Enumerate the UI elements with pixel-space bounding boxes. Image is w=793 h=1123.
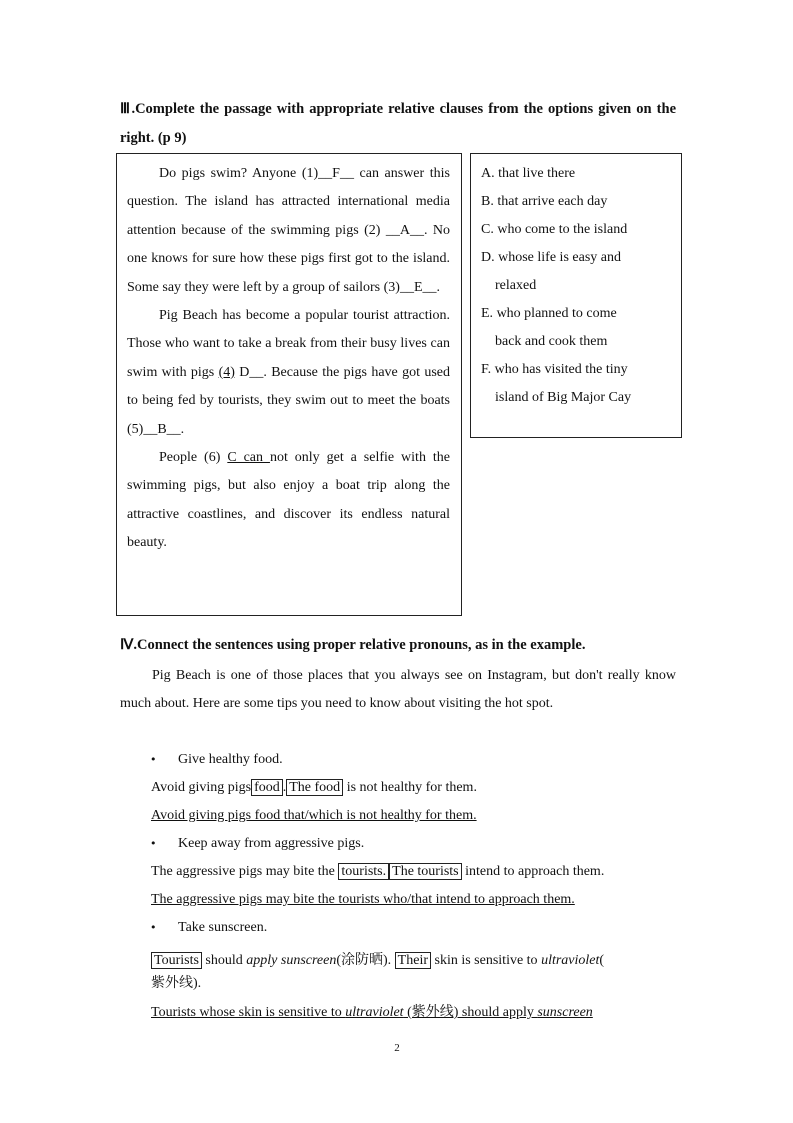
boxed-word: Their <box>395 952 431 969</box>
tip-title-text: Give healthy food. <box>178 752 283 767</box>
passage-paragraph-2 <box>127 302 450 444</box>
boxed-word: food <box>251 779 283 796</box>
tip-3-sentence <box>151 947 604 975</box>
sentence-text: ( <box>599 953 605 968</box>
option-a <box>481 160 681 188</box>
option-text: who come to the island <box>497 222 628 237</box>
sentence-text: Avoid giving pigs <box>151 780 252 795</box>
boxed-word: Tourists <box>151 952 202 969</box>
sentence-text: is not healthy for them. <box>343 780 477 795</box>
tip-1-answer: Avoid giving pigs food that/which is not healthy for them. <box>151 808 477 823</box>
answer-1: __F__ <box>318 166 354 181</box>
section-3-roman: Ⅲ. <box>120 101 136 117</box>
tip-1-title <box>150 746 283 774</box>
answer-3: __E__ <box>399 279 437 295</box>
answer-4-blank: __ <box>249 364 264 380</box>
bullet-icon: • <box>150 753 157 766</box>
answer-italic: sunscreen <box>537 1005 593 1020</box>
tip-3-answer <box>151 999 593 1027</box>
tip-2-sentence <box>151 858 604 886</box>
tip-2-answer: The aggressive pigs may bite the tourists who/that intend to approach them. <box>151 892 575 907</box>
option-text: that arrive each day <box>497 194 608 209</box>
passage-text: can answer this question. The island has attracted international media attention because of the swimming pigs (2) <box>127 166 450 238</box>
passage-text: . <box>436 279 440 295</box>
section-3-heading-text: Complete the passage with appropriate relative clauses from the options given on the right. (p 9) <box>120 101 677 146</box>
option-letter: C. <box>481 222 494 237</box>
boxed-word: tourists. <box>338 863 389 880</box>
options-box <box>470 153 682 438</box>
option-letter: F. <box>481 362 492 377</box>
section-4-heading-text: Connect the sentences using proper relative pronouns, as in the example. <box>137 637 586 653</box>
sentence-text: should <box>201 953 247 968</box>
sentence-italic: ultraviolet <box>541 953 600 968</box>
passage-text: Do pigs swim? Anyone (1) <box>159 166 319 181</box>
answer-4: D <box>234 364 250 380</box>
option-d-continued: relaxed <box>495 278 537 293</box>
option-letter: A. <box>481 166 495 181</box>
option-letter: E. <box>481 306 494 321</box>
sentence-italic: apply sunscreen <box>246 953 337 968</box>
passage-text: . No one knows for sure how these pigs first got to the island. Some say they were left by a group of sailors (3) <box>127 222 450 295</box>
answer-text: (紫外线) should apply <box>403 1005 538 1020</box>
tip-title-text: Take sunscreen. <box>178 920 268 935</box>
passage-box <box>116 153 462 616</box>
page-number: 2 <box>394 1042 400 1054</box>
answer-5: __B__ <box>143 421 181 437</box>
tip-title-text: Keep away from aggressive pigs. <box>178 836 365 851</box>
sentence-text: intend to approach them. <box>461 864 605 879</box>
sentence-text: skin is sensitive to <box>431 953 542 968</box>
passage-paragraph-1 <box>127 160 450 302</box>
answer-4-number: (4) <box>218 364 235 380</box>
section-3-heading <box>120 95 676 153</box>
passage-text: People (6) <box>159 450 228 466</box>
sentence-text: . <box>282 780 287 795</box>
boxed-word: The food <box>286 779 343 796</box>
passage-text: . Because the pigs have got used to being fed by tourists, they swim out to meet the boats (5) <box>127 364 450 437</box>
bullet-icon: • <box>150 921 157 934</box>
option-text: who planned to come <box>496 306 617 321</box>
sentence-text: The aggressive pigs may bite the <box>151 864 339 879</box>
option-f-continued: island of Big Major Cay <box>495 390 632 405</box>
answer-6: C can <box>227 450 270 466</box>
option-letter: D. <box>481 250 495 265</box>
boxed-word: The tourists <box>389 863 462 880</box>
answer-2: __A__ <box>385 222 424 238</box>
bullet-icon: • <box>150 837 157 850</box>
option-e-continued: back and cook them <box>495 334 608 349</box>
option-text: whose life is easy and <box>498 250 621 265</box>
passage-text: Pig Beach has become a popular tourist attraction. Those who want to take a break from their busy lives can swim with pigs <box>127 308 450 380</box>
section-4-roman: Ⅳ. <box>120 637 138 653</box>
option-b <box>481 188 681 216</box>
option-text: that live there <box>498 166 576 181</box>
passage-text: not only get a selfie with the swimming pigs, but also enjoy a boat trip along the attractive coastlines, and discover its endless natural beauty. <box>127 450 450 551</box>
option-text: who has visited the tiny <box>494 362 628 377</box>
option-e <box>481 300 681 328</box>
option-f <box>481 356 681 384</box>
tip-2-title <box>150 830 364 858</box>
answer-italic: ultraviolet <box>345 1005 404 1020</box>
tip-3-sentence-continued: 紫外线). <box>151 976 202 991</box>
section-4-heading <box>120 631 676 660</box>
section-4-intro: Pig Beach is one of those places that you always see on Instagram, but don't really know much about. Here are some tips you need to know about visiting the hot spot. <box>120 668 676 711</box>
option-letter: B. <box>481 194 494 209</box>
passage-text: . <box>180 421 185 437</box>
answer-text: Tourists whose skin is sensitive to <box>151 1005 346 1020</box>
option-d <box>481 244 681 272</box>
option-c <box>481 216 681 244</box>
tip-3-title <box>150 914 267 942</box>
sentence-text: (涂防晒). <box>336 953 392 968</box>
tip-1-sentence <box>151 774 477 802</box>
passage-paragraph-3 <box>127 444 450 558</box>
